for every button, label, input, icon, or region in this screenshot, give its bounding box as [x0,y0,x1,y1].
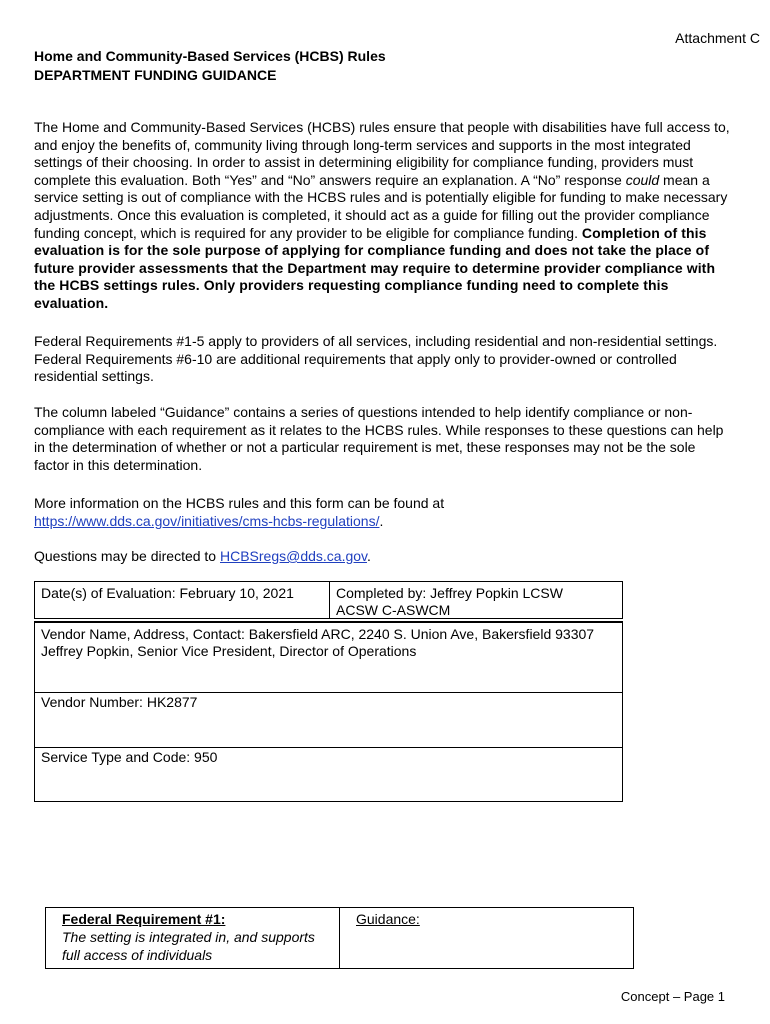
vendor-number-cell: Vendor Number: HK2877 [34,692,623,748]
document-title: Home and Community-Based Services (HCBS) Rules [34,48,386,64]
questions-paragraph [34,548,734,566]
document-header [34,47,386,85]
intro-italic-could: could [625,171,660,188]
questions-text: Questions may be directed to [34,548,220,564]
guidance-label: Guidance: [356,911,420,927]
more-info-paragraph [34,495,734,530]
federal-requirement-text: The setting is integrated in, and supports full access of individuals [62,929,315,963]
questions-suffix: . [367,548,371,564]
intro-paragraph [34,119,734,313]
more-info-suffix: . [379,512,384,529]
intro-text-part1: The Home and Community-Based Services (HCBS) rules ensure that people with disabilities have full access to, and enjoy the benefits of, community living through long-term services and supports in the most integrated settings of their choosing. In order to assist in determining eligibility for compliance funding, providers must complete this evaluation. Both “Yes” and “No” answers require an explanation. A “No” response [34,119,730,188]
service-type-cell: Service Type and Code: 950 [34,747,623,802]
more-info-text: More information on the HCBS rules and this form can be found at [34,495,445,511]
page-footer: Concept – Page 1 [620,989,725,1004]
guidance-column-paragraph: The column labeled “Guidance” contains a series of questions intended to help identify compliance or non-compliance with each requirement as it relates to the HCBS rules. While responses to these questions can help in the determination of whether or not a particular requirement is met, these responses may not be the sole factor in this determination. [34,404,724,473]
guidance-cell [339,907,634,969]
attachment-label: Attachment C [675,30,760,46]
federal-requirement-title: Federal Requirement #1: [62,911,226,927]
evaluation-date-cell: Date(s) of Evaluation: February 10, 2021 [34,581,330,619]
completed-by-cell: Completed by: Jeffrey Popkin LCSW ACSW C-ASWCM [329,581,623,619]
intro-bold-statement: Completion of this evaluation is for the sole purpose of applying for compliance funding and does not take the place of future provider assessments that the Department may require to determine provider compliance with the HCBS settings rules. Only providers requesting compliance funding need to complete this evaluation. [34,224,716,311]
hcbs-email-link[interactable]: HCBSregs@dds.ca.gov [220,548,368,564]
federal-requirements-paragraph: Federal Requirements #1-5 apply to providers of all services, including residential and non-residential settings. Federal Requirements #6-10 are additional requirements that apply only to provider-owned or controlled residential settings. [34,333,718,385]
intro-text-part2: mean a service setting is out of compliance with the HCBS rules and is potentially eligible for funding to make necessary adjustments. Once this evaluation is completed, it should act as a guide for filling out the provider compliance funding concept, which is required for any provider to be eligible for compliance funding. [34,171,728,241]
federal-requirement-cell [45,907,340,969]
hcbs-regulations-link[interactable]: https://www.dds.ca.gov/initiatives/cms-hcbs-regulations/ [34,512,380,529]
vendor-info-cell: Vendor Name, Address, Contact: Bakersfield ARC, 2240 S. Union Ave, Bakersfield 93307 Jeffrey Popkin, Senior Vice President, Director of Operations [34,621,623,693]
document-subtitle: DEPARTMENT FUNDING GUIDANCE [34,67,277,83]
